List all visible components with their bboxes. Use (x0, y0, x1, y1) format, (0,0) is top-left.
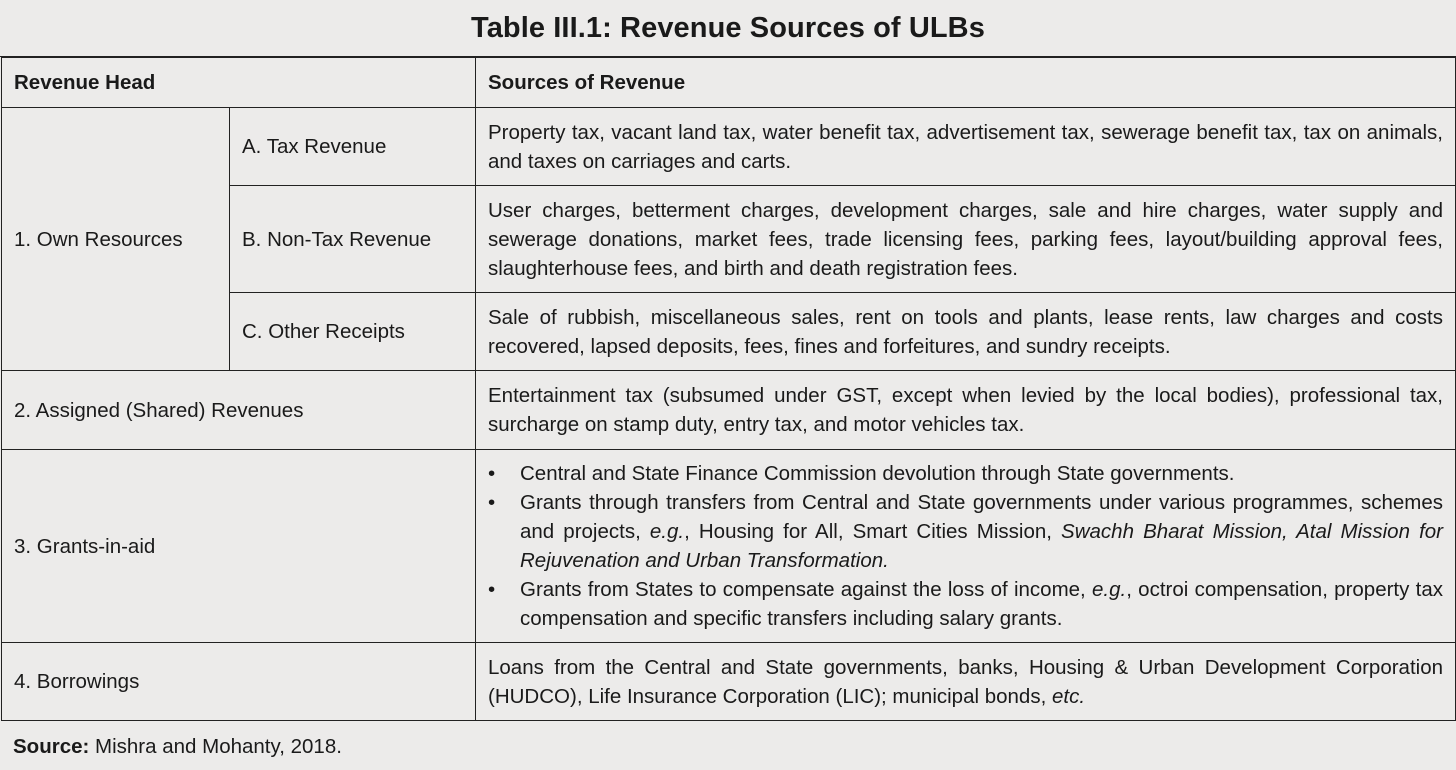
table-row (2, 371, 1456, 450)
sources-other-receipts: Sale of rubbish, miscellaneous sales, rent on tools and plants, lease rents, law charges and costs recovered, lapsed deposits, fees, fines and forfeitures, and sundry receipts. (476, 293, 1456, 371)
table-header-row (2, 58, 1456, 108)
header-sources: Sources of Revenue (476, 58, 1456, 108)
row-head-own-resources: 1. Own Resources (2, 108, 230, 371)
source-text: Mishra and Mohanty, 2018. (89, 735, 342, 758)
bullet-icon: • (488, 491, 496, 514)
table-row (2, 108, 1456, 186)
bullet-icon: • (488, 578, 496, 601)
grants-bullet-2-eg: e.g. (649, 520, 685, 543)
source-note (13, 733, 342, 761)
sources-borrowings (476, 643, 1456, 721)
sources-non-tax-revenue: User charges, betterment charges, development charges, sale and hire charges, water supply and sewerage donations, market fees, trade licensing fees, parking fees, layout/building approval fees, slaughterhouse fees, and birth and death registration fees. (476, 186, 1456, 293)
grants-bullet-3-eg: e.g. (1092, 578, 1127, 601)
grants-bullet-list (488, 459, 1443, 633)
sources-grants-in-aid (476, 450, 1456, 643)
subhead-other-receipts: C. Other Receipts (230, 293, 476, 371)
grants-bullet-2-text: Grants through transfers from Central and State governments under various programmes, schemes and projects, (520, 491, 1443, 543)
table-row (2, 450, 1456, 643)
borrowings-text: Loans from the Central and State governments, banks, Housing & Urban Development Corporation (HUDCO), Life Insurance Corporation (LIC); municipal bonds, (488, 655, 1443, 708)
sources-tax-revenue: Property tax, vacant land tax, water benefit tax, advertisement tax, sewerage benefit tax, tax on animals, and taxes on carriages and carts. (476, 108, 1456, 186)
source-label: Source: (13, 735, 90, 758)
list-item (488, 488, 1443, 575)
grants-bullet-3-text: Grants from States to compensate against the loss of income, (520, 578, 1093, 601)
bullet-icon: • (488, 462, 496, 485)
sources-assigned-revenues: Entertainment tax (subsumed under GST, except when levied by the local bodies), professional tax, surcharge on stamp duty, entry tax, and motor vehicles tax. (476, 371, 1456, 450)
revenue-table (1, 57, 1456, 721)
borrowings-etc: etc. (1051, 684, 1086, 708)
list-item (488, 575, 1443, 633)
grants-bullet-3-post: , octroi compensation, property tax compensation and specific transfers including salary grants. (520, 578, 1443, 630)
row-head-assigned-revenues: 2. Assigned (Shared) Revenues (2, 371, 476, 450)
header-revenue-head: Revenue Head (2, 58, 476, 108)
table-title-bar (0, 0, 1456, 57)
row-head-borrowings: 4. Borrowings (2, 643, 476, 721)
row-head-grants-in-aid: 3. Grants-in-aid (2, 450, 476, 643)
grants-bullet-2-mid: , Housing for All, Smart Cities Mission, (684, 520, 1062, 543)
grants-bullet-2-missions: Swachh Bharat Mission, Atal Mission for Rejuvenation and Urban Transformation. (520, 520, 1444, 572)
table-row (2, 643, 1456, 721)
subhead-non-tax-revenue: B. Non-Tax Revenue (230, 186, 476, 293)
list-item (488, 459, 1443, 488)
grants-bullet-1-text: Central and State Finance Commission devolution through State governments. (520, 462, 1235, 485)
table-title: Table III.1: Revenue Sources of ULBs (471, 11, 985, 44)
subhead-tax-revenue: A. Tax Revenue (230, 108, 476, 186)
